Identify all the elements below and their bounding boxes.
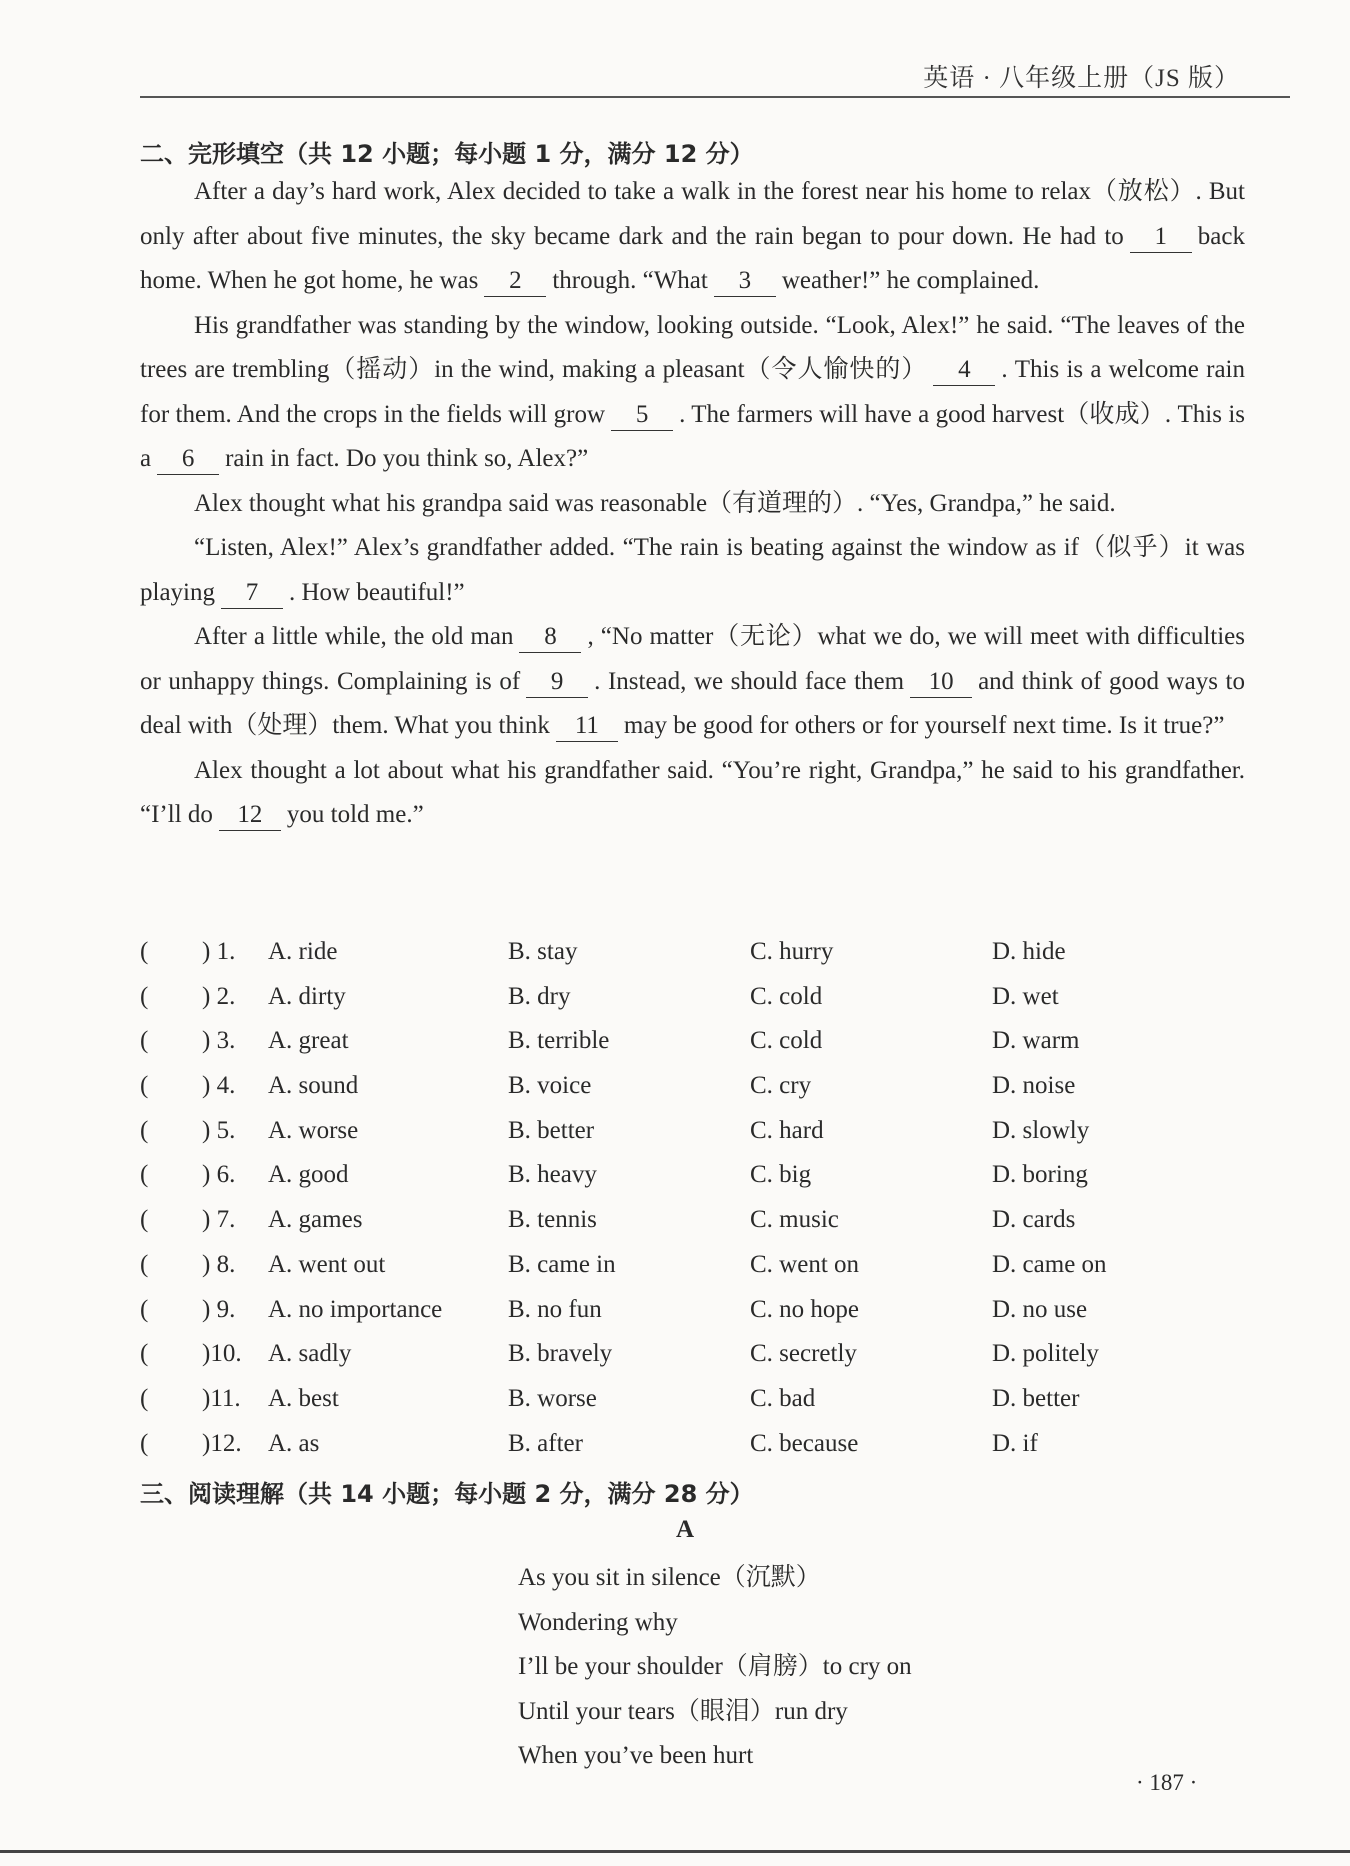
answer-bracket[interactable]: (	[140, 1429, 149, 1457]
option-d: D. no use	[992, 1295, 1088, 1323]
passage-text: weather!” he complained.	[781, 267, 1040, 294]
blank-2: 2	[484, 266, 546, 297]
answer-bracket[interactable]: (	[140, 1161, 149, 1189]
option-c: C. hard	[750, 1116, 824, 1144]
option-d: D. warm	[992, 1027, 1080, 1055]
option-d: D. better	[992, 1384, 1080, 1412]
option-a: A. games	[268, 1206, 363, 1234]
poem-line: When you’ve been hurt	[518, 1742, 754, 1769]
option-c: C. because	[750, 1429, 859, 1457]
question-number: )11.	[202, 1384, 241, 1412]
answer-bracket[interactable]: (	[140, 938, 149, 965]
answer-bracket[interactable]: (	[140, 1295, 149, 1323]
answer-bracket[interactable]: (	[140, 1384, 149, 1412]
question-number: ) 1.	[202, 938, 236, 965]
passage-text: After a little while, the old man	[194, 623, 514, 650]
passage-paragraph	[140, 526, 1245, 615]
question-row-10	[140, 1334, 1140, 1379]
poem-line: Until your tears（眼泪）run dry	[518, 1697, 848, 1725]
passage-text: . Instead, we should face them	[594, 667, 905, 695]
passage-text: His grandfather was standing by the window, looking outside. “Look, Alex!” he said. “The leaves of the trees are trembling（摇动）in the wind, making a pleasant（令人愉快的）	[140, 311, 1245, 383]
passage-paragraph	[140, 170, 1245, 304]
question-row-5	[140, 1111, 1140, 1156]
option-d: D. came on	[992, 1250, 1107, 1278]
passage-text: through. “What	[552, 267, 708, 294]
poem-line: I’ll be your shoulder（肩膀）to cry on	[518, 1653, 912, 1680]
option-c: C. bad	[750, 1384, 816, 1412]
blank-6: 6	[157, 444, 219, 475]
header-divider	[140, 96, 1290, 98]
option-a: A. great	[268, 1027, 349, 1055]
option-c: C. hurry	[750, 938, 834, 965]
answer-bracket[interactable]: (	[140, 982, 149, 1010]
blank-3: 3	[714, 266, 776, 297]
blank-4: 4	[933, 355, 995, 386]
passage-paragraph	[140, 304, 1245, 482]
option-a: A. worse	[268, 1116, 359, 1144]
option-c: C. big	[750, 1161, 812, 1189]
cloze-passage	[140, 170, 1245, 838]
passage-text: Alex thought a lot about what his grandfather said. “You’re right, Grandpa,” he said to his grandfather. “I’ll do	[140, 756, 1245, 828]
blank-7: 7	[221, 578, 283, 609]
option-b: B. came in	[508, 1250, 616, 1278]
option-c: C. music	[750, 1206, 839, 1234]
passage-text: , “No matter（无论）what we do, we will meet with difficulties or unhappy things. Complaining is of	[140, 623, 1245, 695]
question-row-6	[140, 1155, 1140, 1200]
passage-paragraph	[140, 482, 1245, 527]
passage-text: you told me.”	[286, 801, 424, 828]
question-row-11	[140, 1379, 1140, 1424]
option-a: A. sadly	[268, 1340, 352, 1368]
passage-text: “Listen, Alex!” Alex’s grandfather added. “The rain is beating against the window as if（似乎）it was playing	[140, 534, 1245, 606]
option-d: D. wet	[992, 982, 1059, 1010]
option-b: B. voice	[508, 1072, 592, 1100]
poem	[518, 1556, 912, 1779]
bottom-divider	[0, 1850, 1350, 1853]
option-d: D. noise	[992, 1072, 1076, 1100]
option-a: A. sound	[268, 1072, 359, 1100]
question-number: ) 5.	[202, 1116, 236, 1144]
question-row-12	[140, 1424, 1140, 1469]
question-number: ) 3.	[202, 1027, 236, 1055]
option-a: A. best	[268, 1384, 339, 1412]
answer-bracket[interactable]: (	[140, 1027, 149, 1055]
option-b: B. after	[508, 1429, 583, 1457]
question-row-4	[140, 1066, 1140, 1111]
passage-text: After a day’s hard work, Alex decided to take a walk in the forest near his home to relax（放松）. But only after about five minutes, the sky became dark and the rain began to pour down. He had to	[140, 178, 1245, 250]
answer-bracket[interactable]: (	[140, 1116, 149, 1144]
option-a: A. went out	[268, 1250, 386, 1278]
passage-text: rain in fact. Do you think so, Alex?”	[225, 445, 589, 472]
answer-bracket[interactable]: (	[140, 1250, 149, 1278]
option-b: B. heavy	[508, 1161, 597, 1189]
option-a: A. as	[268, 1429, 320, 1457]
question-row-9	[140, 1290, 1140, 1335]
passage-paragraph	[140, 749, 1245, 838]
option-b: B. terrible	[508, 1027, 610, 1055]
option-d: D. politely	[992, 1340, 1099, 1368]
section-title-reading: 三、阅读理解（共 14 小题；每小题 2 分，满分 28 分）	[140, 1480, 754, 1508]
blank-8: 8	[519, 622, 581, 653]
answer-bracket[interactable]: (	[140, 1206, 149, 1234]
section-title-cloze: 二、完形填空（共 12 小题；每小题 1 分，满分 12 分）	[140, 140, 754, 168]
option-c: C. no hope	[750, 1295, 860, 1323]
blank-11: 11	[556, 711, 618, 742]
header-title: 英语 · 八年级上册（JS 版）	[923, 65, 1240, 92]
option-b: B. better	[508, 1116, 595, 1144]
option-c: C. went on	[750, 1250, 860, 1278]
page-number: · 187 ·	[1136, 1770, 1198, 1795]
blank-5: 5	[611, 400, 673, 431]
option-a: A. no importance	[268, 1295, 443, 1323]
option-c: C. cold	[750, 1027, 823, 1055]
poem-line: Wondering why	[518, 1608, 678, 1636]
option-b: B. dry	[508, 982, 571, 1010]
option-b: B. stay	[508, 938, 578, 965]
question-row-8	[140, 1245, 1140, 1290]
passage-text: Alex thought what his grandpa said was reasonable（有道理的）. “Yes, Grandpa,” he said.	[194, 489, 1116, 517]
option-a: A. dirty	[268, 982, 346, 1010]
blank-9: 9	[526, 667, 588, 698]
option-a: A. good	[268, 1161, 349, 1189]
answer-bracket[interactable]: (	[140, 1340, 149, 1368]
question-row-3	[140, 1021, 1140, 1066]
passage-text: and think of good ways to deal with（处理）them. What you think	[140, 667, 1245, 739]
blank-12: 12	[219, 800, 281, 831]
answer-bracket[interactable]: (	[140, 1072, 149, 1100]
option-b: B. no fun	[508, 1295, 602, 1323]
passage-text: . This is a welcome rain for them. And the crops in the fields will grow	[140, 356, 1245, 428]
passage-text: . The farmers will have a good harvest（收成）. This is a	[140, 400, 1245, 472]
passage-text: may be good for others or for yourself next time. Is it true?”	[623, 712, 1225, 739]
passage-paragraph	[140, 615, 1245, 749]
option-c: C. secretly	[750, 1340, 857, 1368]
option-d: D. boring	[992, 1161, 1088, 1189]
answer-options	[140, 932, 1140, 1468]
option-d: D. if	[992, 1429, 1038, 1457]
passage-label: A	[676, 1516, 695, 1543]
blank-1: 1	[1130, 222, 1192, 253]
passage-text: . How beautiful!”	[289, 578, 465, 606]
question-number: ) 2.	[202, 982, 236, 1010]
option-c: C. cry	[750, 1072, 812, 1100]
question-row-7	[140, 1200, 1140, 1245]
question-number: ) 9.	[202, 1295, 236, 1323]
poem-line: As you sit in silence（沉默）	[518, 1564, 821, 1591]
option-d: D. slowly	[992, 1116, 1090, 1144]
option-b: B. worse	[508, 1384, 597, 1412]
question-number: ) 7.	[202, 1206, 236, 1234]
option-d: D. cards	[992, 1206, 1076, 1234]
question-row-1	[140, 932, 1140, 977]
option-c: C. cold	[750, 982, 823, 1010]
question-number: ) 8.	[202, 1250, 236, 1278]
question-number: )10.	[202, 1340, 242, 1368]
question-number: ) 4.	[202, 1072, 236, 1100]
question-number: ) 6.	[202, 1161, 236, 1189]
option-b: B. tennis	[508, 1206, 597, 1234]
option-d: D. hide	[992, 938, 1066, 965]
option-b: B. bravely	[508, 1340, 613, 1368]
passage-text: back home. When he got home, he was	[140, 222, 1245, 294]
blank-10: 10	[910, 667, 972, 698]
question-number: )12.	[202, 1429, 242, 1457]
question-row-2	[140, 977, 1140, 1022]
option-a: A. ride	[268, 938, 338, 965]
